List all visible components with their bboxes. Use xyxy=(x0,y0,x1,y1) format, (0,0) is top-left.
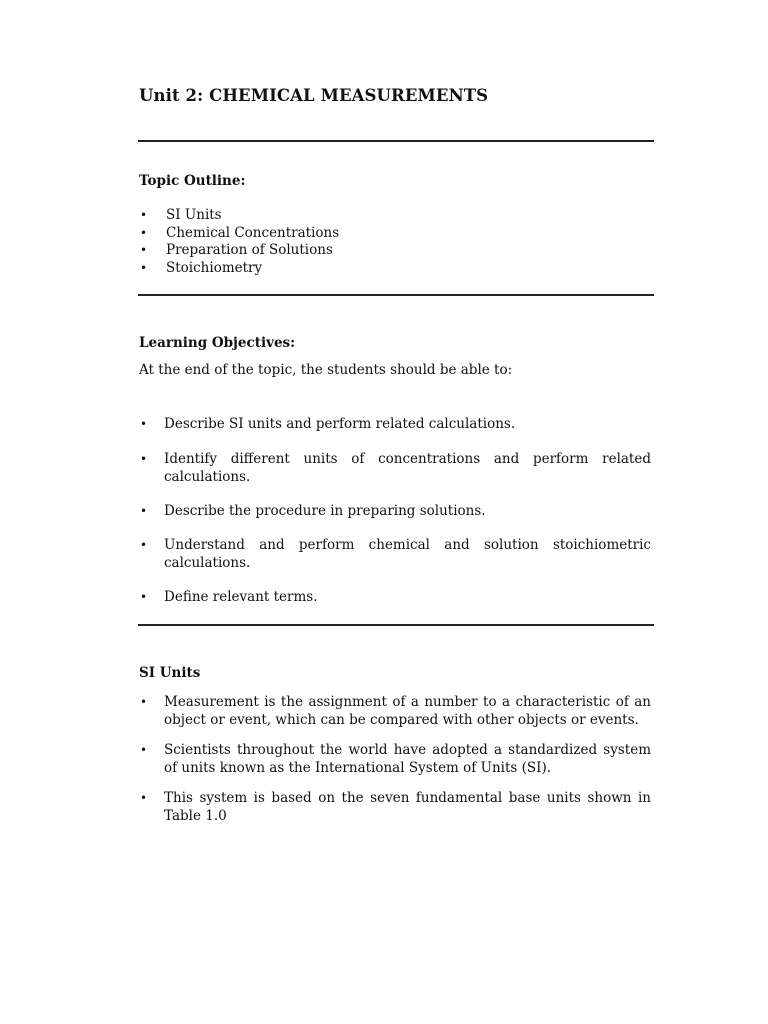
bullet-icon: • xyxy=(140,243,148,258)
learning-objectives-intro: At the end of the topic, the students should be able to: xyxy=(139,362,513,378)
list-item: • Stoichiometry xyxy=(140,260,263,277)
list-item: • Preparation of Solutions xyxy=(140,242,333,259)
si-units-item: • This system is based on the seven fundamental base units shown in Table 1.0 xyxy=(140,790,651,824)
divider xyxy=(138,624,654,626)
bullet-icon: • xyxy=(140,261,148,276)
list-item: • SI Units xyxy=(140,207,222,223)
bullet-icon: • xyxy=(140,452,148,466)
page-title: Unit 2: CHEMICAL MEASUREMENTS xyxy=(139,86,489,105)
objective-item: • Understand and perform chemical and solution stoichiometric calculations. xyxy=(140,537,651,571)
si-units-item: • Scientists throughout the world have adopted a standardized system of units known as the International System of Units (SI). xyxy=(140,742,651,776)
si-units-heading: SI Units xyxy=(139,665,201,681)
topic-outline-heading: Topic Outline: xyxy=(139,173,246,189)
divider xyxy=(138,140,654,142)
bullet-icon: • xyxy=(140,225,148,240)
learning-objectives-heading: Learning Objectives: xyxy=(139,335,296,351)
bullet-icon: • xyxy=(140,791,148,805)
si-units-item: • Measurement is the assignment of a number to a characteristic of an object or event, which can be compared with other objects or events. xyxy=(140,694,651,728)
objective-item: • Describe SI units and perform related calculations. xyxy=(140,416,516,432)
objective-item: • Define relevant terms. xyxy=(140,589,318,605)
list-item: • Chemical Concentrations xyxy=(140,224,340,241)
bullet-icon: • xyxy=(140,417,148,431)
bullet-icon: • xyxy=(140,743,148,757)
bullet-icon: • xyxy=(140,504,148,518)
objective-item: • Identify different units of concentrations and perform related calculations. xyxy=(140,451,651,485)
topic-outline-list xyxy=(139,207,339,278)
bullet-icon: • xyxy=(140,538,148,552)
objective-item: • Describe the procedure in preparing solutions. xyxy=(140,503,486,519)
divider xyxy=(138,294,654,296)
bullet-icon: • xyxy=(140,208,148,222)
bullet-icon: • xyxy=(140,590,148,604)
bullet-icon: • xyxy=(140,695,148,709)
